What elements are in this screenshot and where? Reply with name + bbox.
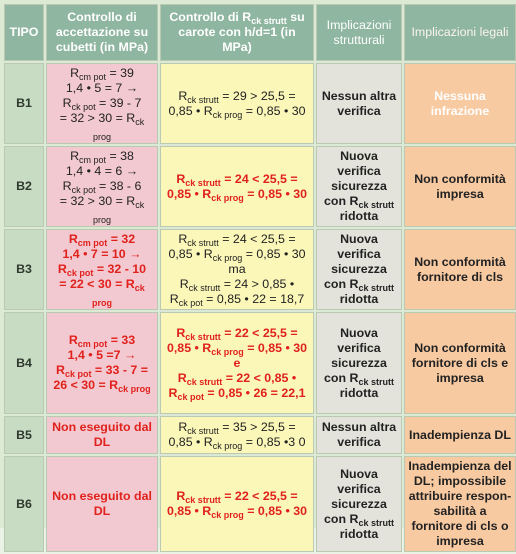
- formula-text: R: [169, 292, 179, 306]
- formula-line: [164, 277, 310, 292]
- subscript: ck prog: [118, 384, 151, 394]
- formula-line: [50, 81, 154, 96]
- subscript: cm pot: [77, 238, 108, 248]
- legali-text: Non conformità fornitore di cls e impresa: [411, 340, 509, 385]
- subscript: ck pot: [178, 298, 203, 308]
- formula-line: [50, 378, 154, 393]
- strutturali-cell: [316, 146, 402, 227]
- formula-text: = 0,85 • 30: [243, 340, 308, 355]
- formula-text: = 32 > 30 = R: [59, 194, 136, 208]
- formula-text: R: [178, 232, 188, 246]
- strutturali-cell: [316, 229, 402, 310]
- legali-cell: [404, 312, 516, 414]
- formula-text: = 24 < 25,5 =: [220, 171, 298, 186]
- formula-line: [164, 89, 310, 104]
- formula-line: [164, 489, 310, 504]
- subscript: ck strutt: [187, 426, 219, 436]
- strutturali-post: ridotta: [339, 526, 379, 541]
- strutturali-pre: Nuova verifica sicurezza con R: [324, 232, 387, 291]
- formula-line: [50, 363, 154, 378]
- subscript: ck strutt: [185, 331, 221, 342]
- table-row: [4, 416, 516, 454]
- formula-line: [164, 187, 310, 202]
- formula-text: R: [179, 277, 189, 291]
- subscript: ck prog: [212, 253, 243, 263]
- subscript: ck pot: [177, 391, 204, 402]
- formula-text: 0,85 • R: [166, 340, 212, 355]
- tipo-cell: B4: [4, 312, 44, 414]
- cubetti-cell: [46, 416, 158, 454]
- tipo-cell: B6: [4, 456, 44, 552]
- formula-text: R: [177, 370, 187, 385]
- subscript: ck prog: [211, 346, 244, 357]
- formula-line: [164, 232, 310, 247]
- table-body: [4, 63, 516, 552]
- legali-cell: [404, 63, 516, 144]
- formula-text: R: [178, 420, 188, 434]
- subscript: ck strutt: [186, 376, 223, 387]
- formula-text: R: [176, 489, 186, 503]
- formula-text: = 0,85 • 22 = 18,7: [202, 292, 305, 306]
- legali-text: Inadempienza del DL; impossibile attribuire respon-sabilità a fornitore di cls o impresa: [408, 459, 512, 548]
- header-tipo: TIPO: [4, 4, 44, 61]
- header-cubetti: Controllo di accettazione su cubetti (in MPa): [46, 4, 158, 61]
- subscript: ck prog: [212, 441, 243, 451]
- strutturali-pre: Nuova verifica sicurezza con R: [324, 325, 387, 385]
- subscript: ck pot: [64, 369, 92, 379]
- tipo-cell: B2: [4, 146, 44, 227]
- tipo-cell: B3: [4, 229, 44, 310]
- subscript: cm pot: [77, 339, 108, 349]
- formula-text: 0,85 • R: [168, 435, 213, 449]
- formula-line: [50, 348, 154, 363]
- formula-text: 0,85 • R: [166, 186, 212, 201]
- subscript: ck pot: [66, 268, 94, 278]
- formula-text: R: [62, 96, 72, 110]
- strutturali-pre: Nuova verifica sicurezza con R: [324, 466, 387, 526]
- formula-text: = 39: [106, 66, 134, 80]
- formula-line: [164, 172, 310, 187]
- strutturali-sub: ck strutt: [358, 283, 394, 293]
- strutturali-text: Nessun altra verifica: [321, 88, 397, 118]
- subscript: ck strutt: [187, 94, 219, 105]
- formula-text: = 22 < 25,5 =: [220, 489, 298, 503]
- formula-line: [164, 371, 310, 386]
- formula-text: = 0,85 • 30: [243, 186, 308, 201]
- table-row: [4, 146, 516, 227]
- strutturali-cell: [316, 416, 402, 454]
- formula-line: [50, 111, 154, 141]
- formula-text: = 33 - 7 =: [91, 363, 148, 377]
- formula-line: [164, 247, 310, 262]
- formula-text: R: [56, 363, 65, 377]
- formula-text: R: [176, 171, 186, 186]
- formula-line: [164, 262, 310, 277]
- strutturali-cell: [316, 63, 402, 144]
- header-row: [4, 4, 516, 61]
- legali-text: Non conformità fornitore di cls: [414, 254, 506, 284]
- header-legali: Implicazioni legali: [404, 4, 516, 61]
- subscript: ck strutt: [185, 495, 221, 505]
- formula-text: = 35 > 25,5 =: [218, 420, 296, 434]
- tipo-cell: B1: [4, 63, 44, 144]
- strutturali-post: ridotta: [339, 209, 379, 223]
- formula-text: 0,85 • R: [166, 504, 212, 518]
- header-carote-post: su carote con h/d=1 (in MPa): [178, 10, 305, 54]
- subscript: ck strutt: [187, 238, 219, 248]
- formula-text: 1,4 • 7 = 10 →: [62, 247, 142, 261]
- strutturali-cell: [316, 456, 402, 552]
- formula-text: = 32: [107, 232, 136, 246]
- cubetti-cell: [46, 312, 158, 414]
- formula-text: ma: [228, 262, 246, 276]
- formula-line: [164, 386, 310, 401]
- subscript: ck strutt: [188, 283, 221, 293]
- tipo-cell: B5: [4, 416, 44, 454]
- table-row: [4, 63, 516, 144]
- formula-text: = 0,85 • 26 = 22,1: [203, 385, 306, 400]
- legali-cell: [404, 146, 516, 227]
- carote-cell: [160, 63, 314, 144]
- subscript: ck prog: [92, 283, 145, 308]
- carote-cell: [160, 312, 314, 414]
- subscript: ck prog: [92, 117, 145, 142]
- cubetti-cell: [46, 456, 158, 552]
- strutturali-pre: Nuova verifica sicurezza con R: [324, 149, 387, 208]
- formula-text: R: [68, 232, 78, 246]
- strutturali-text: Nessun altra verifica: [321, 420, 397, 449]
- formula-line: [50, 277, 154, 307]
- formula-text: = 39 - 7: [95, 96, 142, 110]
- subscript: ck prog: [211, 510, 244, 520]
- formula-text: 0,85 • R: [168, 247, 213, 261]
- formula-text: 1,4 • 5 =7 →: [67, 348, 137, 362]
- formula-line: [164, 504, 310, 519]
- formula-text: R: [70, 66, 80, 80]
- formula-text: = 0,85 •3 0: [242, 435, 306, 449]
- formula-text: R: [176, 325, 186, 340]
- formula-line: [164, 292, 310, 307]
- formula-text: R: [70, 149, 80, 163]
- header-carote: [160, 4, 314, 61]
- strutturali-sub: ck strutt: [358, 517, 394, 528]
- formula-text: R: [57, 262, 67, 276]
- formula-line: [164, 326, 310, 341]
- formula-text: = 33: [107, 333, 136, 347]
- formula-line: [164, 104, 310, 119]
- formula-text: e: [233, 355, 241, 370]
- formula-text: = 32 > 30 = R: [59, 111, 136, 125]
- legali-text: Non conformità impresa: [414, 171, 506, 201]
- formula-line: [50, 247, 154, 262]
- subscript: ck strutt: [185, 177, 221, 188]
- formula-text: = 38 - 6: [95, 179, 142, 193]
- formula-text: = 29 > 25,5 =: [218, 88, 296, 103]
- formula-text: 0,85 • R: [168, 103, 213, 118]
- carote-cell: [160, 146, 314, 227]
- formula-text: R: [62, 179, 72, 193]
- legali-cell: [404, 416, 516, 454]
- table-row: [4, 312, 516, 414]
- header-strutturali: Implicazioni strutturali: [316, 4, 402, 61]
- carote-cell: [160, 229, 314, 310]
- cubetti-cell: [46, 63, 158, 144]
- formula-text: = 24 < 25,5 =: [218, 232, 296, 246]
- formula-line: [50, 262, 154, 277]
- formula-text: R: [178, 88, 188, 103]
- formula-text: = 22 < 25,5 =: [220, 325, 298, 340]
- strutturali-cell: [316, 312, 402, 414]
- legali-text: Inadempienza DL: [409, 427, 511, 442]
- header-carote-pre: Controllo di R: [169, 10, 252, 24]
- header-carote-sub: ck strutt: [251, 16, 287, 26]
- formula-text: = 22 < 30 = R: [59, 277, 135, 291]
- formula-text: = 22 < 0,85 •: [222, 370, 297, 385]
- formula-line: [50, 66, 154, 81]
- formula-text: = 0,85 • 30: [242, 247, 306, 261]
- formula-line: [50, 333, 154, 348]
- table-row: [4, 229, 516, 310]
- subscript: cm pot: [79, 155, 107, 165]
- cubetti-text: Non eseguito dal DL: [52, 420, 152, 449]
- cubetti-cell: [46, 146, 158, 227]
- formula-line: [164, 356, 310, 371]
- formula-line: [164, 341, 310, 356]
- formula-text: 1,4 • 5 = 7 →: [65, 81, 139, 95]
- table-row: [4, 456, 516, 552]
- legali-text: Nessuna infrazione: [430, 88, 490, 118]
- carote-cell: [160, 416, 314, 454]
- formula-line: [164, 435, 310, 450]
- formula-line: [50, 96, 154, 111]
- formula-line: [50, 179, 154, 194]
- strutturali-post: ridotta: [339, 292, 379, 306]
- subscript: ck prog: [211, 192, 244, 203]
- formula-line: [50, 232, 154, 247]
- strutturali-post: ridotta: [339, 385, 379, 400]
- formula-text: 26 < 30 = R: [53, 378, 119, 392]
- cubetti-cell: [46, 229, 158, 310]
- strutturali-sub: ck strutt: [358, 376, 394, 387]
- formula-text: = 32 - 10: [93, 262, 147, 276]
- subscript: ck pot: [71, 102, 96, 112]
- formula-text: 1,4 • 4 = 6 →: [65, 164, 139, 178]
- formula-line: [164, 420, 310, 435]
- subscript: ck prog: [212, 109, 243, 120]
- formula-line: [50, 164, 154, 179]
- formula-text: = 0,85 • 30: [243, 504, 308, 518]
- formula-text: = 38: [106, 149, 134, 163]
- formula-text: R: [68, 333, 78, 347]
- strutturali-sub: ck strutt: [358, 200, 394, 210]
- formula-text: = 0,85 • 30: [242, 103, 306, 118]
- formula-line: [50, 149, 154, 164]
- formula-line: [50, 194, 154, 224]
- verification-table: [2, 2, 516, 554]
- formula-text: = 24 > 0,85 •: [220, 277, 295, 291]
- subscript: cm pot: [79, 72, 107, 82]
- legali-cell: [404, 456, 516, 552]
- carote-cell: [160, 456, 314, 552]
- subscript: ck prog: [92, 200, 145, 225]
- subscript: ck pot: [71, 185, 96, 195]
- formula-text: R: [168, 385, 178, 400]
- legali-cell: [404, 229, 516, 310]
- cubetti-text: Non eseguito dal DL: [52, 489, 152, 518]
